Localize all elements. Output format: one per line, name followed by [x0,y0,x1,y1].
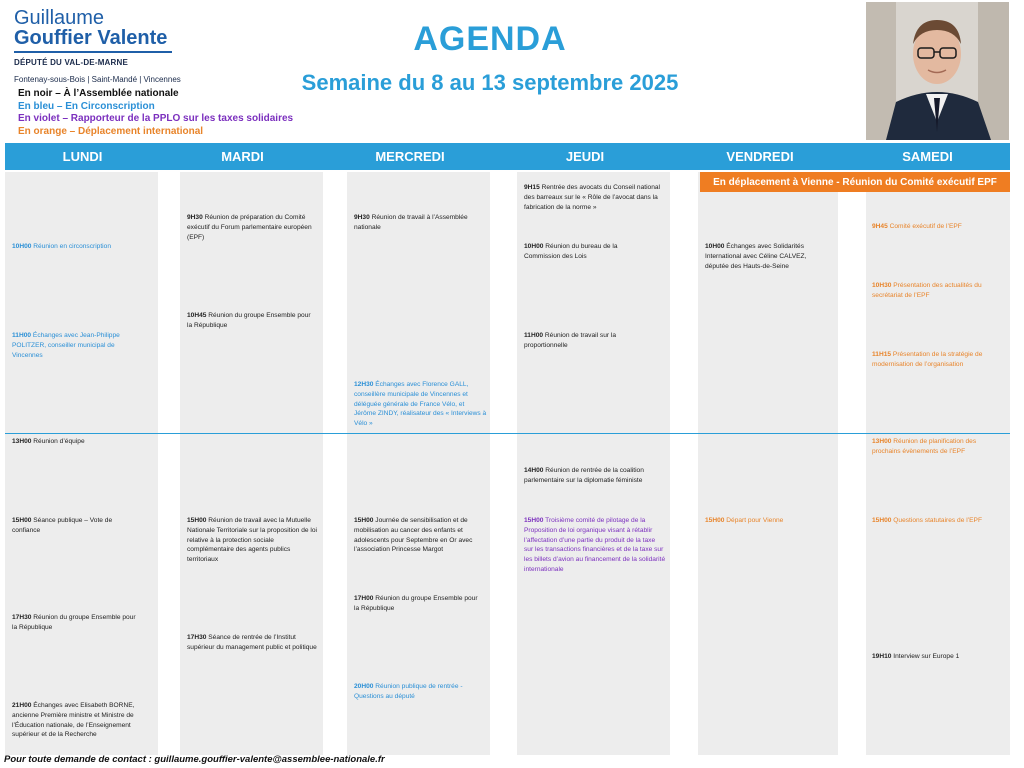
event-mercredi-3 [354,516,488,555]
event-time: 10H00 [524,243,544,250]
event-mercredi-1 [354,213,486,233]
legend-black: En noir – À l’Assemblée nationale [18,88,179,99]
event-time: 11H00 [524,332,544,339]
event-mardi-2 [187,311,317,331]
deputy-role: DÉPUTÉ DU VAL-DE-MARNE [14,58,129,67]
column-samedi [866,172,1010,755]
column-mercredi [347,172,490,755]
event-time: 15H00 [12,517,32,524]
event-lundi-2 [12,331,140,360]
vienna-trip-banner: En déplacement à Vienne - Réunion du Comité exécutif EPF [700,172,1010,192]
event-text: Journée de sensibilisation et de mobilisation au cancer des enfants et adolescents pour Septembre en Or avec l’association Princesse Margot [354,517,473,554]
event-mercredi-2 [354,380,488,429]
day-header-mercredi: MERCREDI [375,149,445,164]
column-lundi [5,172,158,755]
contact-footer: Pour toute demande de contact : guillaume.gouffier-valente@assemblee-nationale.fr [4,754,385,765]
deputy-first-name: Guillaume [14,7,105,29]
event-jeudi-4 [524,466,666,486]
event-time: 9H45 [872,223,888,230]
event-text: Séance de rentrée de l’Institut supérieur du management public et politique [187,634,317,651]
event-text: Séance publique – Vote de confiance [12,517,113,534]
day-header-samedi: SAMEDI [902,149,953,164]
event-time: 15H00 [524,517,544,524]
event-jeudi-3 [524,331,654,351]
event-lundi-6 [12,701,152,740]
event-text: Réunion d’équipe [33,438,85,445]
event-text: Interview sur Europe 1 [893,653,960,660]
event-time: 15H00 [705,517,725,524]
event-lundi-1 [12,242,152,252]
event-time: 15H00 [872,517,892,524]
event-time: 19H10 [872,653,892,660]
event-text: Troisième comité de pilotage de la Proposition de loi organique visant à rétablir l’affectation d’une partie du produit de la taxe sur les transactions financières et de la taxe sur les billets d’avion au financement de la solidarité internationale [524,517,666,573]
event-vendredi-1 [705,242,831,271]
event-text: Départ pour Vienne [726,517,784,524]
event-jeudi-2 [524,242,654,262]
portrait-illustration [866,2,1009,140]
event-text: Réunion de travail à l’Assemblée nationale [354,214,468,231]
event-time: 9H15 [524,184,540,191]
event-text: Échanges avec Solidarités International avec Céline CALVEZ, députée des Hauts-de-Seine [705,243,807,270]
event-lundi-3 [12,437,152,447]
event-text: Réunion du groupe Ensemble pour la République [12,614,136,631]
event-text: Réunion du groupe Ensemble pour la République [354,595,478,612]
event-time: 11H15 [872,351,892,358]
legend-orange: En orange – Déplacement international [18,125,204,137]
event-time: 15H00 [187,517,207,524]
event-text: Questions statutaires de l’EPF [893,517,982,524]
deputy-portrait [866,2,1009,140]
event-time: 17H30 [187,634,207,641]
midday-divider [5,433,1010,434]
day-header-lundi: LUNDI [62,149,103,164]
event-samedi-3 [872,350,1006,370]
day-header-mardi: MARDI [221,149,264,164]
event-time: 9H30 [354,214,370,221]
event-jeudi-5 [524,516,666,575]
event-time: 17H00 [354,595,374,602]
event-text: Comité exécutif de l’EPF [889,223,962,230]
event-time: 13H00 [12,438,32,445]
event-mercredi-5 [354,682,484,702]
event-mercredi-4 [354,594,484,614]
event-text: Réunion du bureau de la Commission des Lois [524,243,618,260]
event-time: 10H30 [872,282,892,289]
event-vendredi-2 [705,516,831,526]
event-time: 15H00 [354,517,374,524]
event-text: Rentrée des avocats du Conseil national des barreaux sur le « Rôle de l’avocat dans la fabrication de la norme » [524,184,661,211]
event-text: Présentation des actualités du secrétariat de l’EPF [872,282,982,299]
column-mardi [180,172,323,755]
event-text: Présentation de la stratégie de modernisation de l’organisation [872,351,983,368]
week-subtitle: Semaine du 8 au 13 septembre 2025 [301,70,679,95]
event-text: Réunion en circonscription [33,243,111,250]
deputy-last-name: Gouffier Valente [14,27,168,49]
event-mardi-1 [187,213,317,242]
deputy-brand [14,8,181,84]
event-text: Échanges avec Jean-Philippe POLITZER, conseiller municipal de Vincennes [12,332,120,359]
page-title: AGENDA [413,20,567,58]
legend-blue: En bleu – En Circonscription [18,100,155,112]
event-time: 13H00 [872,438,892,445]
event-lundi-4 [12,516,132,536]
event-text: Réunion de travail avec la Mutuelle Nationale Territoriale sur la proposition de loi relative à la protection sociale complémentaire des agents publics territoriaux [187,517,317,564]
event-time: 12H30 [354,381,374,388]
event-time: 17H30 [12,614,32,621]
event-text: Échanges avec Florence GALL, conseillère municipale de Vincennes et déléguée générale de France Vélo, et Jérôme ZINDY, réalisateur des « Interviews à Vélo » [354,381,487,428]
event-mardi-3 [187,516,321,565]
event-text: Échanges avec Elisabeth BORNE, ancienne Première ministre et Ministre de l’Éducation nationale, de l’Enseignement supérieur et de la Recherche [12,702,135,739]
event-time: 10H00 [12,243,32,250]
day-header-vendredi: VENDREDI [726,149,794,164]
event-time: 20H00 [354,683,374,690]
event-samedi-4 [872,437,1006,457]
event-time: 14H00 [524,467,544,474]
event-text: Réunion de rentrée de la coalition parlementaire sur la diplomatie féministe [524,467,644,484]
event-time: 11H00 [12,332,32,339]
event-mardi-4 [187,633,317,653]
weekday-header-bar [5,143,1010,170]
color-legend [18,88,293,138]
event-time: 10H45 [187,312,207,319]
day-header-jeudi: JEUDI [565,149,605,164]
legend-violet: En violet – Rapporteur de la PPLO sur les taxes solidaires [18,113,294,124]
event-text: Réunion publique de rentrée - Questions au député [354,683,463,700]
event-lundi-5 [12,613,140,633]
event-text: Réunion de préparation du Comité exécutif du Forum parlementaire européen (EPF) [187,214,312,241]
event-text: Réunion de travail sur la proportionnelle [524,332,617,349]
event-samedi-6 [872,652,1006,662]
event-text: Réunion de planification des prochains évènements de l’EPF [872,438,977,455]
event-text: Réunion du groupe Ensemble pour la République [187,312,311,329]
event-time: 10H00 [705,243,725,250]
event-time: 21H00 [12,702,32,709]
brand-divider [14,51,172,53]
event-time: 9H30 [187,214,203,221]
event-jeudi-1 [524,183,666,212]
deputy-towns: Fontenay-sous-Bois | Saint-Mandé | Vincennes [14,75,181,84]
event-samedi-5 [872,516,1006,526]
event-samedi-1 [872,222,1006,232]
event-samedi-2 [872,281,1006,301]
